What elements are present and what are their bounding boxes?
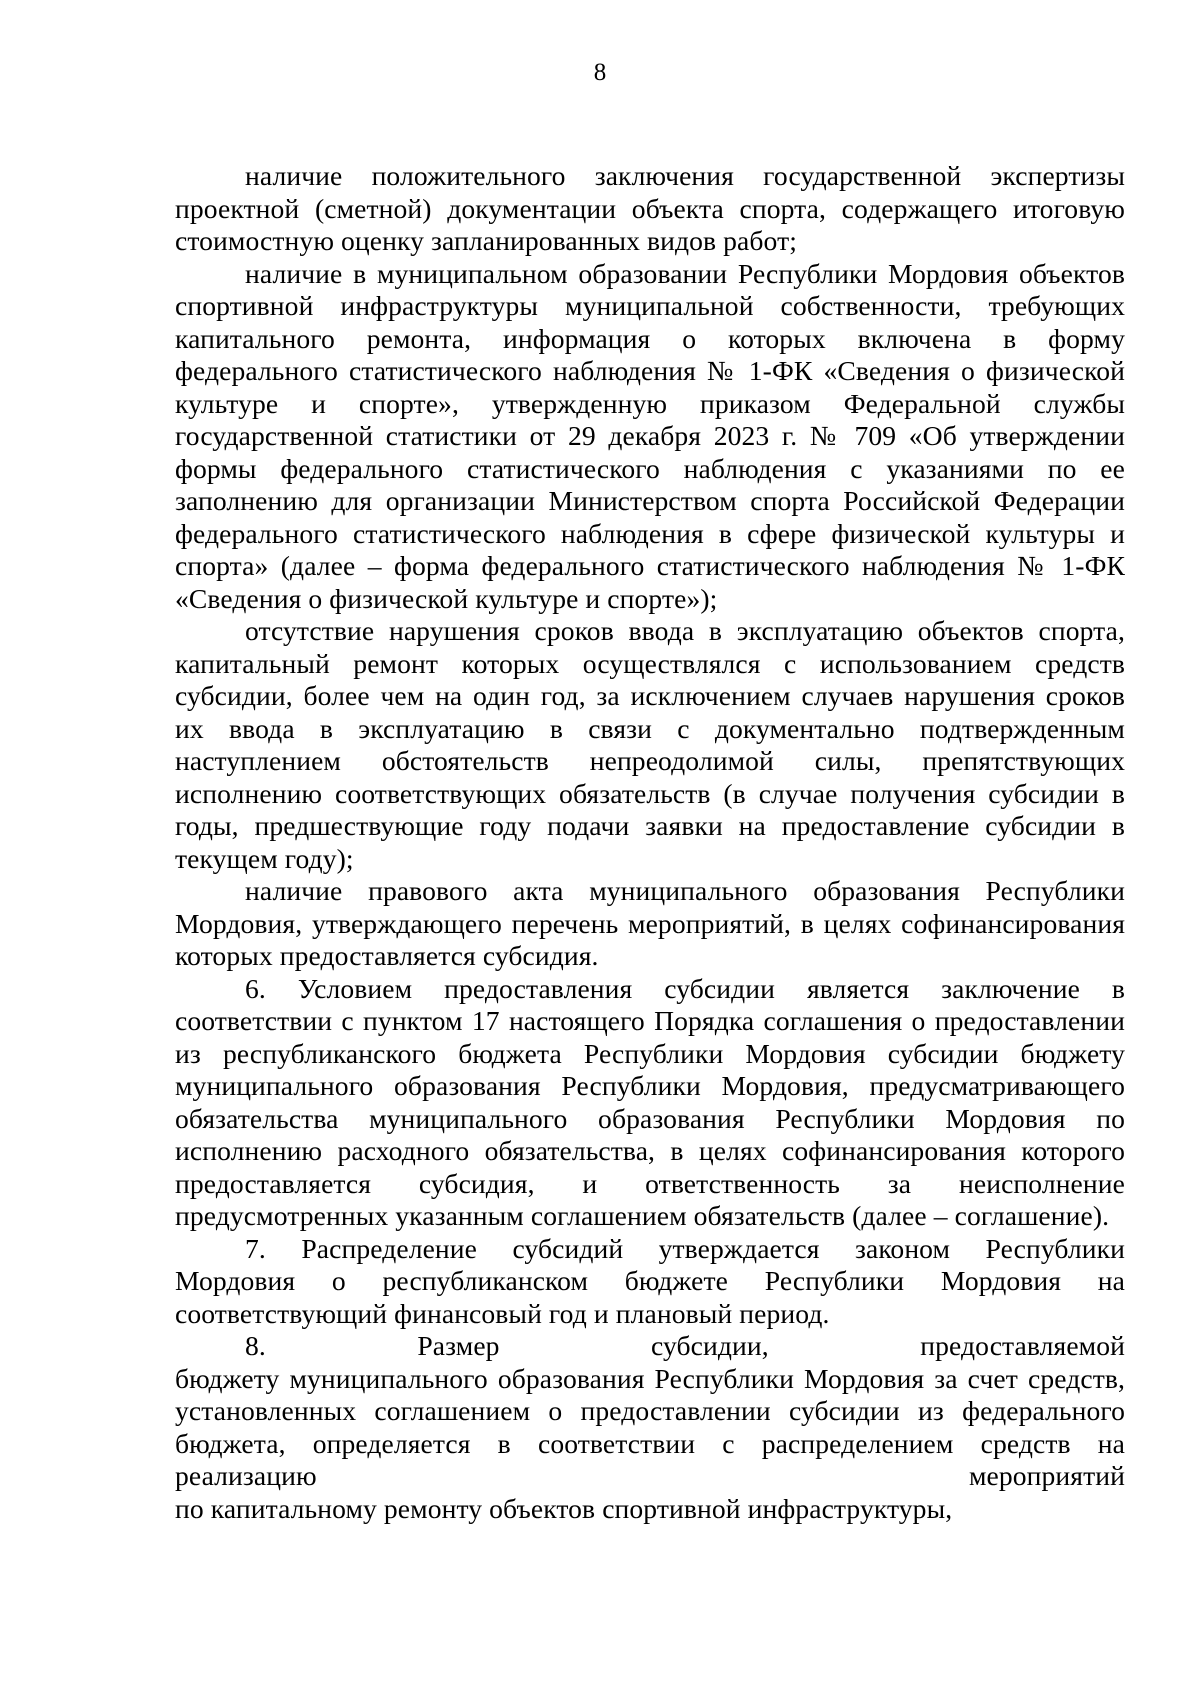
paragraph-expertise-conclusion [175,160,1125,258]
text-line: 8. Размер субсидии, предоставляемой [245,1330,1125,1361]
text-line: текущем году); [175,842,354,874]
text-line: федерального статистического наблюдения № 1-ФК «Сведения о физической [175,355,1125,386]
text-line: капитальный ремонт которых осуществлялся с использованием средств [175,647,1125,679]
text-line: реализацию мероприятий [175,1460,1125,1491]
text-line: соответствии с пунктом 17 настоящего Порядка соглашения о предоставлении [175,1005,1125,1036]
text-line: их ввода в эксплуатацию в связи с документально подтвержденным [175,712,1125,744]
text-line: исполнению соответствующих обязательств (в случае получения субсидии в [175,777,1125,809]
text-line: наличие в муниципальном образовании Республики Мордовия объектов [245,257,1125,289]
text-line: наличие положительного заключения государственной экспертизы [245,160,1125,191]
text-line: «Сведения о физической культуре и спорте»); [175,582,718,614]
text-line: субсидии, более чем на один год, за исключением случаев нарушения сроков [175,680,1125,711]
text-line: из республиканского бюджета Республики Мордовия субсидии бюджету [175,1037,1125,1069]
text-line: исполнению расходного обязательства, в целях софинансирования которого [175,1135,1125,1166]
text-line: которых предоставляется субсидия. [175,940,599,971]
text-line: соответствующий финансовый год и плановый период. [175,1297,830,1329]
text-line: стоимостную оценку запланированных видов работ; [175,225,798,256]
text-line: заполнению для организации Министерством спорта Российской Федерации [175,485,1125,516]
text-line: наступлением обстоятельств непреодолимой силы, препятствующих [175,745,1125,776]
text-line: бюджета, определяется в соответствии с распределением средств на [175,1427,1125,1459]
paragraph-item-7 [175,1233,1125,1331]
text-line: государственной статистики от 29 декабря 2023 г. № 709 «Об утверждении [175,420,1125,451]
text-line: муниципального образования Республики Мордовия, предусматривающего [175,1070,1125,1101]
text-line: формы федерального статистического наблюдения с указаниями по ее [175,452,1125,484]
text-line: проектной (сметной) документации объекта спорта, содержащего итоговую [175,192,1125,224]
text-line: спортивной инфраструктуры муниципальной собственности, требующих [175,290,1125,321]
text-line: 6. Условием предоставления субсидии является заключение в [245,972,1125,1004]
text-line: обязательства муниципального образования Республики Мордовия по [175,1102,1125,1134]
text-line: предоставляется субсидия, и ответственность за неисполнение [175,1167,1125,1199]
page-number: 8 [593,59,607,86]
text-line: установленных соглашением о предоставлении субсидии из федерального [175,1395,1125,1426]
text-line: бюджету муниципального образования Республики Мордовия за счет средств, [175,1362,1125,1394]
text-line: отсутствие нарушения сроков ввода в эксплуатацию объектов спорта, [245,615,1125,646]
paragraph-sports-infrastructure [175,258,1125,616]
paragraph-item-6 [175,973,1125,1233]
document-body [175,160,1125,1525]
text-line: наличие правового акта муниципального образования Республики [245,875,1125,906]
paragraph-no-deadline-violation [175,615,1125,875]
text-line: спорта» (далее – форма федерального статистического наблюдения № 1-ФК [175,550,1125,581]
paragraph-legal-act [175,875,1125,973]
text-line: по капитальному ремонту объектов спортивной инфраструктуры, [175,1492,953,1524]
text-line: культуре и спорте», утвержденную приказом Федеральной службы [175,387,1125,419]
text-line: капитального ремонта, информация о которых включена в форму [175,322,1125,354]
text-line: Мордовия, утверждающего перечень мероприятий, в целях софинансирования [175,907,1125,939]
text-line: 7. Распределение субсидий утверждается законом Республики [245,1232,1125,1264]
text-line: федерального статистического наблюдения в сфере физической культуры и [175,517,1125,549]
text-line: Мордовия о республиканском бюджете Республики Мордовия на [175,1265,1125,1296]
paragraph-item-8 [175,1330,1125,1525]
text-line: предусмотренных указанным соглашением обязательств (далее – соглашение). [175,1200,1110,1231]
text-line: годы, предшествующие году подачи заявки на предоставление субсидии в [175,810,1125,841]
